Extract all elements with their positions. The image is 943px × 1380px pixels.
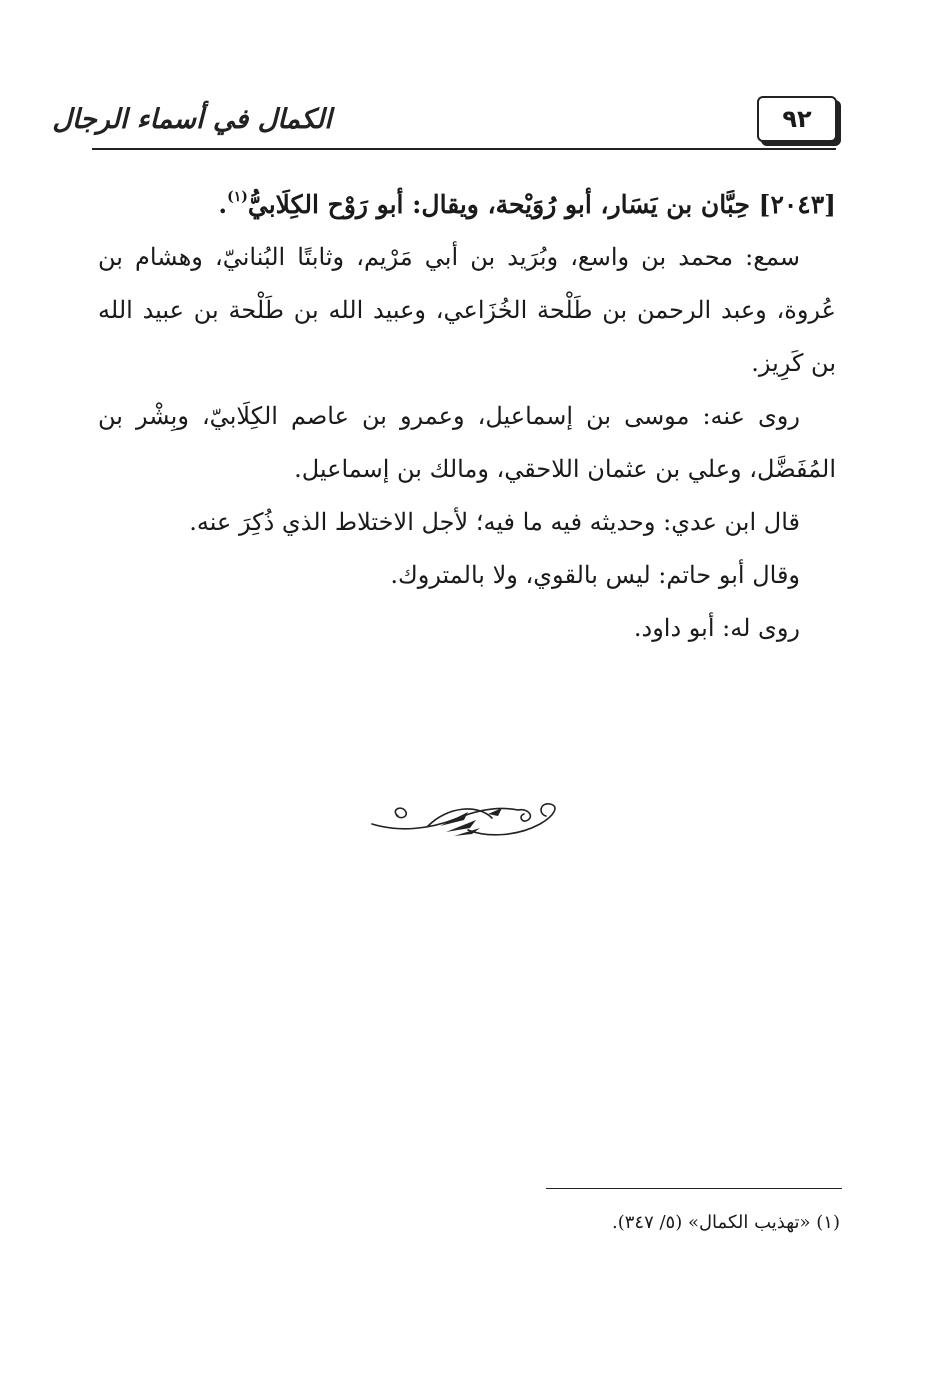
paragraph-heard-from: سمع: محمد بن واسع، وبُرَيد بن أبي مَرْيم، وثابتًا البُنانيّ، وهشام بن عُروة، وعبد الرحمن بن طَلْحة الخُزَاعي، وعبيد الله بن طَلْحة بن عبيد الله بن كَرِيز. bbox=[98, 243, 836, 377]
page-number-text: ٩٢ bbox=[782, 105, 812, 133]
footnote-rule bbox=[546, 1188, 842, 1189]
paragraph-ibn-adi: قال ابن عدي: وحديثه فيه ما فيه؛ لأجل الاختلاط الذي ذُكِرَ عنه. bbox=[189, 508, 800, 536]
paragraph-narrated-by: روى عنه: موسى بن إسماعيل، وعمرو بن عاصم الكِلَابيّ، وبِشْر بن المُفَضَّل، وعلي بن عثمان اللاحقي، ومالك بن إسماعيل. bbox=[98, 402, 836, 483]
book-title-text: الكمال في أسماء الرجال bbox=[52, 103, 332, 135]
entry-heading bbox=[98, 178, 836, 231]
entry-heading-text: [٢٠٤٣] حِبَّان بن يَسَار، أبو رُوَيْحة، ويقال: أبو رَوْح الكِلَابيُّ bbox=[247, 190, 836, 219]
entry-body bbox=[98, 178, 836, 655]
end-ornament-icon bbox=[368, 796, 564, 846]
book-title-calligraphy bbox=[52, 94, 332, 144]
footnote-text: (١) «تهذيب الكمال» (٥/ ٣٤٧). bbox=[611, 1212, 840, 1233]
entry-heading-end: . bbox=[218, 190, 228, 219]
paragraph-abu-hatim: وقال أبو حاتم: ليس بالقوي، ولا بالمتروك. bbox=[390, 561, 800, 589]
page-number bbox=[757, 96, 837, 142]
header-rule bbox=[92, 148, 836, 150]
footnote-reference: (١) bbox=[227, 189, 248, 205]
paragraph-narrated-for: روى له: أبو داود. bbox=[633, 614, 800, 642]
footnote bbox=[480, 1208, 840, 1238]
